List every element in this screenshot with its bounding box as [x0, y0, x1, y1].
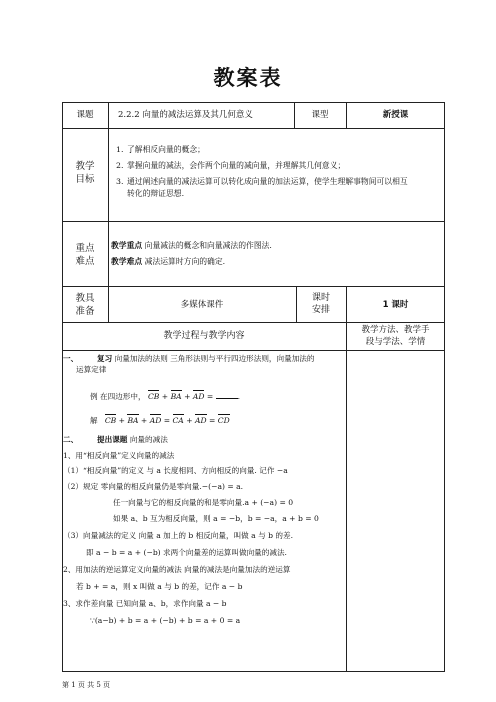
key-focus-text: 向量减法的概念和向量减法的作图法.: [144, 241, 272, 250]
section-2-title: 提出课题: [97, 435, 128, 444]
section-1-text: 向量加法的法则 三角形法则与平行四边形法则，向量加法的: [114, 354, 315, 363]
vector-ad: AD: [149, 416, 162, 425]
content-line: 任一向量与它的相反向量的和是零向量.a + (−a) = 0: [113, 498, 294, 507]
label-type: 课型: [311, 110, 329, 120]
goal-item: [116, 188, 408, 200]
vector-ba: BA: [170, 392, 182, 401]
goal-text: 转化的辩证思想.: [127, 189, 185, 198]
vector-ad: AD: [195, 416, 207, 425]
key-focus: [111, 240, 272, 252]
section-1-heading: [63, 353, 315, 364]
content-line: 如果 a、b 互为相反向量，则 a = −b，b = −a，a + b = 0: [113, 514, 319, 523]
label-key-line: 重点: [75, 243, 95, 254]
label-tools-line: 教具: [75, 293, 95, 304]
goal-item: [116, 144, 408, 156]
process-header-right-line: 教学方法、教学手: [361, 325, 430, 335]
topic-value: 2.2.2 向量的减法运算及其几何意义: [118, 110, 253, 120]
section-2-heading: [63, 434, 168, 445]
row-divider: [62, 221, 445, 222]
goal-num: 3.: [116, 177, 124, 186]
solution-line: 解 CB + BA + AD = CA + AD = CD: [90, 416, 230, 425]
content-line: 3、求作差向量 已知向量 a、b，求作向量 a − b: [63, 599, 227, 608]
key-focus-label: 教学重点: [111, 241, 143, 250]
example-label: 例 在四边形中，: [90, 392, 146, 401]
label-key-line: 难点: [75, 256, 95, 267]
row-divider: [62, 286, 445, 287]
arrange-value: 1 课时: [382, 300, 409, 310]
section-1-title: 复习: [97, 354, 113, 363]
section-2-num: 二、: [63, 435, 79, 444]
answer-blank: [216, 398, 238, 399]
content-line: 即 a − b = a + (−b) 求两个向量差的运算叫做向量的减法.: [86, 548, 287, 557]
label-arrange: [296, 292, 346, 316]
content-line: 2、用加法的逆运算定义向量的减法 向量的减法是向量加法的逆运算: [63, 565, 291, 574]
tools-value: 多媒体课件: [180, 300, 224, 310]
row-divider: [62, 350, 445, 351]
vector-cb: CB: [104, 416, 117, 425]
row-divider: [62, 128, 445, 129]
type-value: 新授课: [382, 110, 409, 120]
vector-cd: CD: [217, 416, 230, 425]
page-title: 教案表: [213, 66, 283, 90]
label-goals: [62, 160, 108, 186]
process-header-right: [346, 324, 445, 348]
vector-ca: CA: [172, 416, 184, 425]
process-header-left: 教学过程与教学内容: [163, 331, 245, 341]
key-difficulty-label: 教学难点: [111, 257, 143, 266]
section-2-text: 向量的减法: [129, 435, 168, 444]
content-line: ∵(a−b) + b = a + (−b) + b = a + 0 = a: [90, 616, 241, 625]
content-line: （3）向量减法的定义 向量 a 加上的 b 相反向量，叫做 a 与 b 的差.: [63, 531, 293, 540]
example-line: 例 在四边形中， CB + BA + AD = .: [90, 392, 241, 401]
vector-ba: BA: [127, 416, 139, 425]
label-key: [62, 242, 108, 268]
content-line: （1）“相反向量”的定义 与 a 长度相同、方向相反的向量. 记作 −a: [63, 466, 288, 475]
label-tools: [62, 292, 108, 318]
label-goals-line: 教学: [75, 161, 95, 172]
goal-num: 1.: [116, 145, 124, 154]
goal-text: 通过阐述向量的减法运算可以转化成向量的加法运算，使学生理解事物间可以相互: [127, 177, 408, 186]
content-line: 1、用“相反向量”定义向量的减法: [63, 451, 175, 460]
page-footer: 第 1 页 共 5 页: [62, 681, 111, 689]
example-eq: =: [206, 392, 214, 401]
key-difficulty: [111, 256, 225, 268]
key-difficulty-text: 减法运算时方向的确定.: [144, 257, 226, 266]
content-line: 若 b + = a，则 x 叫做 a 与 b 的差，记作 a − b: [76, 582, 243, 591]
goal-item: [116, 160, 408, 172]
label-topic: 课题: [76, 110, 94, 120]
label-tools-line: 准备: [75, 306, 95, 317]
vector-ad: AD: [192, 392, 205, 401]
goals-list: [116, 144, 408, 200]
row-divider: [62, 322, 445, 323]
section-1-num: 一、: [63, 354, 79, 363]
vector-cb: CB: [148, 392, 160, 401]
goal-item: [116, 176, 408, 188]
section-1-text-2: 运算定律: [76, 365, 107, 374]
label-arrange-line: 课时: [311, 293, 330, 303]
label-goals-line: 目标: [75, 174, 95, 185]
content-line: （2）规定 零向量的相反向量仍是零向量.−(−a) = a.: [63, 482, 244, 491]
process-header-right-line: 段与学法、学情: [365, 337, 426, 347]
goal-num: 2.: [116, 161, 124, 170]
goal-text: 掌握向量的减法，会作两个向量的减向量，并理解其几何意义；: [127, 161, 346, 170]
col-divider: [108, 102, 109, 322]
label-arrange-line: 安排: [311, 305, 330, 315]
solution-label: 解: [90, 416, 98, 425]
goal-text: 了解相反向量的概念；: [127, 145, 205, 154]
